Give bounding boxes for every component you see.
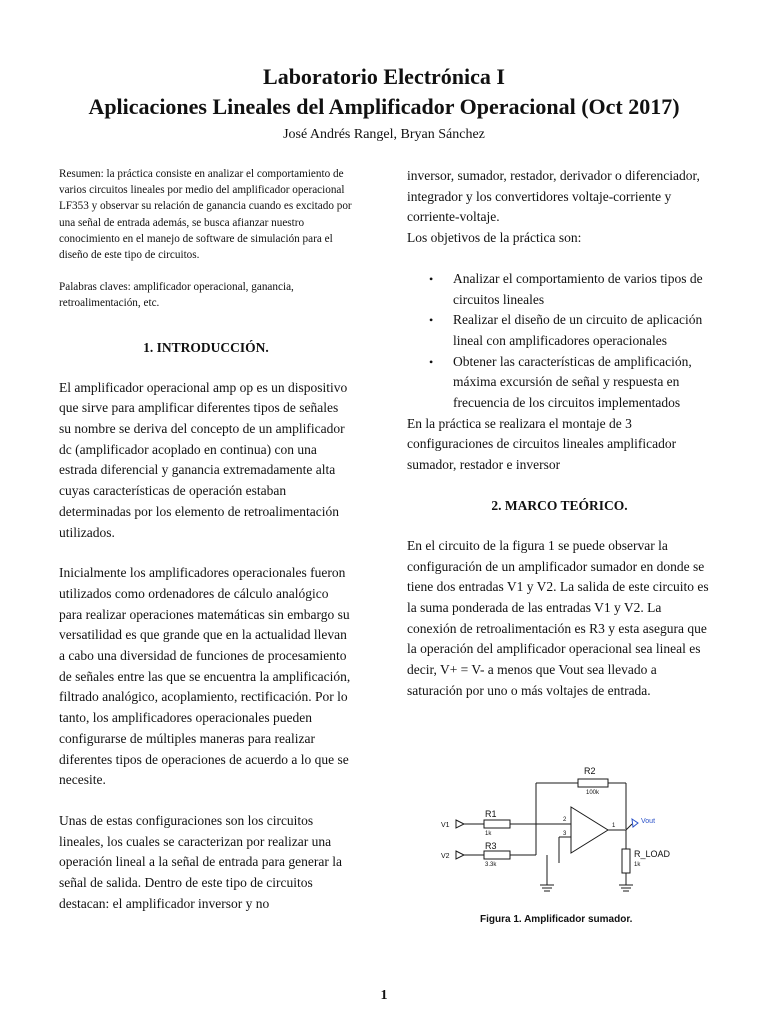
- r3-label: R3: [485, 841, 497, 851]
- pin-1-label: 1: [612, 823, 616, 829]
- bullet-icon: •: [429, 354, 434, 369]
- montaje-paragraph: En la práctica se realizara el montaje de 3 configuraciones de circuitos lineales amplificador sumador, restador e inversor: [407, 415, 677, 473]
- figure-1: [436, 763, 696, 933]
- vout-probe-icon: [632, 819, 638, 827]
- intro-paragraph-1: El amplificador operacional amp op es un dispositivo que sirve para amplificar diferentes tipos de señales su nombre se deriva del concepto de un amplificador dc (amplificador acoplado en continua) con una estrada diferencial y ganancia extremadamente alta cuyas características de operación estaban determinadas por los elemento de retroalimentación utilizados.: [59, 379, 348, 540]
- section-1-title: 1. INTRODUCCIÓN.: [143, 339, 269, 355]
- objectives-intro: Los objetivos de la práctica son:: [407, 230, 582, 246]
- section-2-title: 2. MARCO TEÓRICO.: [491, 497, 628, 513]
- continuation-paragraph: inversor, sumador, restador, derivador o diferenciador, integrador y los convertidores voltaje-corriente y corriente-voltaje.: [407, 168, 700, 225]
- bullet-icon: •: [429, 271, 434, 286]
- rload-label: R_LOAD: [634, 849, 671, 859]
- v1-label: V1: [441, 822, 450, 829]
- vout-label: Vout: [641, 818, 656, 825]
- pin-2-label: 2: [563, 817, 567, 823]
- r1-label: R1: [485, 809, 497, 819]
- r1-resistor-icon: [484, 820, 510, 828]
- list-item: • Analizar el comportamiento de varios tipos de circuitos lineales: [429, 270, 703, 307]
- bullet-icon: •: [429, 313, 434, 328]
- figure-caption: Figura 1. Amplificador sumador.: [480, 914, 633, 925]
- v2-label: V2: [441, 853, 450, 860]
- v1-terminal-icon: [456, 820, 464, 828]
- objectives-list: [407, 269, 712, 414]
- pin-3-label: 3: [563, 831, 567, 837]
- r1-value: 1k: [485, 831, 492, 837]
- abstract: Resumen: la práctica consiste en analizar el comportamiento de varios circuitos lineales por medio del amplificador operacional LF353 y observar su relación de ganancia cuando es excitado por una señal de entrada además, se busca afianzar nuestro conocimiento en el manejo de software de simulación para el diseño de este tipo de circuitos.: [59, 168, 352, 262]
- rload-value: 1k: [634, 862, 641, 868]
- summing-amplifier-schematic: [436, 763, 696, 913]
- authors: José Andrés Rangel, Bryan Sánchez: [283, 127, 485, 142]
- keywords: Palabras claves: amplificador operacional, ganancia, retroalimentación, etc.: [59, 281, 294, 310]
- list-item: • Realizar el diseño de un circuito de aplicación lineal con amplificadores operacionales: [429, 312, 703, 348]
- r2-value: 100k: [586, 790, 600, 796]
- paper-header: [0, 62, 768, 146]
- v2-terminal-icon: [456, 851, 464, 859]
- page-number: 1: [380, 988, 388, 1003]
- list-item: • Obtener las características de amplificación, máxima excursión de señal y respuesta en frecuencia de los circuitos implementados: [429, 353, 692, 411]
- op-amp-icon: [571, 807, 608, 853]
- marco-paragraph-1: En el circuito de la figura 1 se puede observar la configuración de un amplificador sumador en donde se tiene dos entradas V1 y V2. La salida de este circuito es la suma ponderada de las entradas V1 y V2. La conexión de retroalimentación es R3 y esta asegura que la operación del amplificador operacional sea lineal es decir, V+ = V- a menos que Vout sea llevado a saturación por uno o más voltajes de entrada.: [407, 537, 709, 698]
- r2-resistor-icon: [578, 779, 608, 787]
- lab-title: Laboratorio Electrónica I: [263, 64, 505, 89]
- left-column: [59, 166, 353, 915]
- r3-resistor-icon: [484, 851, 510, 859]
- paper-title: Aplicaciones Lineales del Amplificador Operacional (Oct 2017): [88, 94, 680, 119]
- rload-resistor-icon: [622, 849, 630, 873]
- right-column: [407, 166, 712, 701]
- intro-paragraph-3: Unas de estas configuraciones son los circuitos lineales, los cuales se caracterizan por realizar una operación lineal a la señal de entrada para generar la señal de salida. Dentro de este tipo de circuitos destacan: el amplificador inversor y no: [59, 812, 342, 911]
- intro-paragraph-2: Inicialmente los amplificadores operacionales fueron utilizados como ordenadores de cálculo analógico para realizar operaciones matemáticas sin embargo su versatilidad es que grande que en la actualidad llevan a cabo una diversidad de funciones de procesamiento de señales entre las que se encuentra la amplificación, filtrado analógico, acoplamiento, rectificación. Por lo tanto, los amplificadores operacionales pueden configurarse de múltiples maneras para realizar diferentes tipos de operaciones de acuerdo a lo que se necesite.: [59, 565, 351, 788]
- r3-value: 3.3k: [485, 862, 497, 868]
- r2-label: R2: [584, 766, 596, 776]
